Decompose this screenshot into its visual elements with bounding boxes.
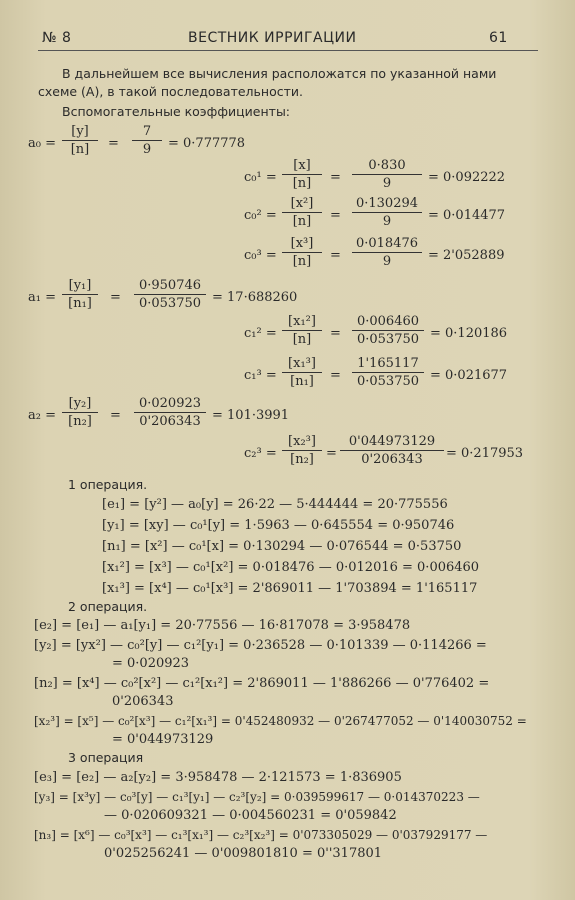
op2-line-4: [x₂³] = [x⁵] — c₀²[x³] — c₁²[x₁³] = 0'452480932 — 0'267477052 — 0'140030752 =	[34, 714, 527, 728]
c12-lhs: c₁² =	[244, 326, 277, 341]
c12-result: = 0·120186	[430, 326, 508, 341]
eq-sign: =	[330, 170, 341, 185]
op2-line-3-cont: 0'206343	[112, 694, 174, 709]
coefficients-heading: Вспомогательные коэффициенты:	[62, 104, 291, 119]
c13-numeric-fraction: 1'165117 0·053750	[352, 356, 424, 389]
c13-symbolic-fraction: [x₁³] [n₁]	[282, 356, 322, 389]
c01-lhs: c₀¹ =	[244, 170, 277, 185]
op3-line-3-cont: 0'025256241 — 0'009801810 = 0''317801	[104, 846, 383, 861]
eq-sign: =	[330, 368, 341, 383]
intro-line-2: схеме (A), в такой последовательности.	[38, 84, 303, 99]
op2-line-1: [e₂] = [e₁] — a₁[y₁] = 20·77556 — 16·817078 = 3·958478	[34, 618, 411, 633]
op1-line-3: [n₁] = [x²] — c₀¹[x] = 0·130294 — 0·076544 = 0·53750	[102, 539, 462, 554]
c23-lhs: c₂³ =	[244, 446, 277, 461]
op2-line-2: [y₂] = [yx²] — c₀²[y] — c₁²[y₁] = 0·236528 — 0·101339 — 0·114266 =	[34, 638, 487, 653]
c13-result: = 0·021677	[430, 368, 508, 383]
a1-numeric-fraction: 0·950746 0·053750	[134, 278, 206, 311]
c02-symbolic-fraction: [x²] [n]	[282, 196, 322, 229]
c02-numeric-fraction: 0·130294 9	[352, 196, 422, 229]
c23-result: = 0·217953	[446, 446, 524, 461]
a2-lhs: a₂ =	[28, 408, 56, 423]
operation-3-title: 3 операция	[68, 750, 144, 765]
a0-symbolic-fraction: [y] [n]	[62, 124, 98, 157]
op2-line-3: [n₂] = [x⁴] — c₀²[x²] — c₁²[x₁²] = 2'869011 — 1'886266 — 0'776402 =	[34, 676, 490, 691]
eq-sign: =	[330, 326, 341, 341]
c03-symbolic-fraction: [x³] [n]	[282, 236, 322, 269]
a2-result: = 101·3991	[212, 408, 290, 423]
a0-result: = 0·777778	[168, 136, 246, 151]
op1-line-5: [x₁³] = [x⁴] — c₀¹[x³] = 2'869011 — 1'703894 = 1'165117	[102, 581, 478, 596]
op3-line-2-cont: — 0·020609321 — 0·004560231 = 0'059842	[104, 808, 397, 823]
op1-line-4: [x₁²] = [x³] — c₀¹[x²] = 0·018476 — 0·012016 = 0·006460	[102, 560, 480, 575]
c03-result: = 2'052889	[428, 248, 505, 263]
c12-numeric-fraction: 0·006460 0·053750	[352, 314, 424, 347]
operation-1-title: 1 операция.	[68, 477, 148, 492]
operation-2-title: 2 операция.	[68, 599, 148, 614]
c02-result: = 0·014477	[428, 208, 506, 223]
op3-line-1: [e₃] = [e₂] — a₂[y₂] = 3·958478 — 2·121573 = 1·836905	[34, 770, 402, 785]
c01-symbolic-fraction: [x] [n]	[282, 158, 322, 191]
op3-line-2: [y₃] = [x³y] — c₀³[y] — c₁³[y₁] — c₂³[y₂] = 0·039599617 — 0·014370223 —	[34, 790, 480, 804]
page-number: 61	[489, 30, 508, 46]
eq-sign: =	[108, 136, 119, 151]
op2-line-4-cont: = 0'044973129	[112, 732, 214, 747]
op1-line-1: [e₁] = [y²] — a₀[y] = 26·22 — 5·444444 = 20·775556	[102, 497, 448, 512]
c12-symbolic-fraction: [x₁²] [n]	[282, 314, 322, 347]
c03-lhs: c₀³ =	[244, 248, 277, 263]
header-rule	[38, 50, 538, 51]
eq-sign: =	[326, 446, 337, 461]
op1-line-2: [y₁] = [xy] — c₀¹[y] = 1·5963 — 0·645554 = 0·950746	[102, 518, 455, 533]
a0-lhs: a₀ =	[28, 136, 56, 151]
eq-sign: =	[330, 208, 341, 223]
a1-result: = 17·688260	[212, 290, 298, 305]
c23-numeric-fraction: 0'044973129 0'206343	[340, 434, 444, 467]
op2-line-2-cont: = 0·020923	[112, 656, 190, 671]
journal-title: ВЕСТНИК ИРРИГАЦИИ	[188, 30, 357, 46]
issue-number: № 8	[42, 30, 72, 46]
a1-symbolic-fraction: [y₁] [n₁]	[62, 278, 98, 311]
op3-line-3: [n₃] = [x⁶] — c₀³[x³] — c₁³[x₁³] — c₂³[x₂³] = 0'073305029 — 0'037929177 —	[34, 828, 488, 842]
eq-sign: =	[110, 290, 121, 305]
a2-symbolic-fraction: [y₂] [n₂]	[62, 396, 98, 429]
c03-numeric-fraction: 0·018476 9	[352, 236, 422, 269]
eq-sign: =	[330, 248, 341, 263]
eq-sign: =	[110, 408, 121, 423]
c02-lhs: c₀² =	[244, 208, 277, 223]
c13-lhs: c₁³ =	[244, 368, 277, 383]
c01-numeric-fraction: 0·830 9	[352, 158, 422, 191]
c23-symbolic-fraction: [x₂³] [n₂]	[282, 434, 322, 467]
a2-numeric-fraction: 0·020923 0'206343	[134, 396, 206, 429]
a1-lhs: a₁ =	[28, 290, 56, 305]
c01-result: = 0·092222	[428, 170, 506, 185]
a0-numeric-fraction: 7 9	[132, 124, 162, 157]
intro-line-1: В дальнейшем все вычисления расположатся по указанной нами	[62, 66, 497, 81]
